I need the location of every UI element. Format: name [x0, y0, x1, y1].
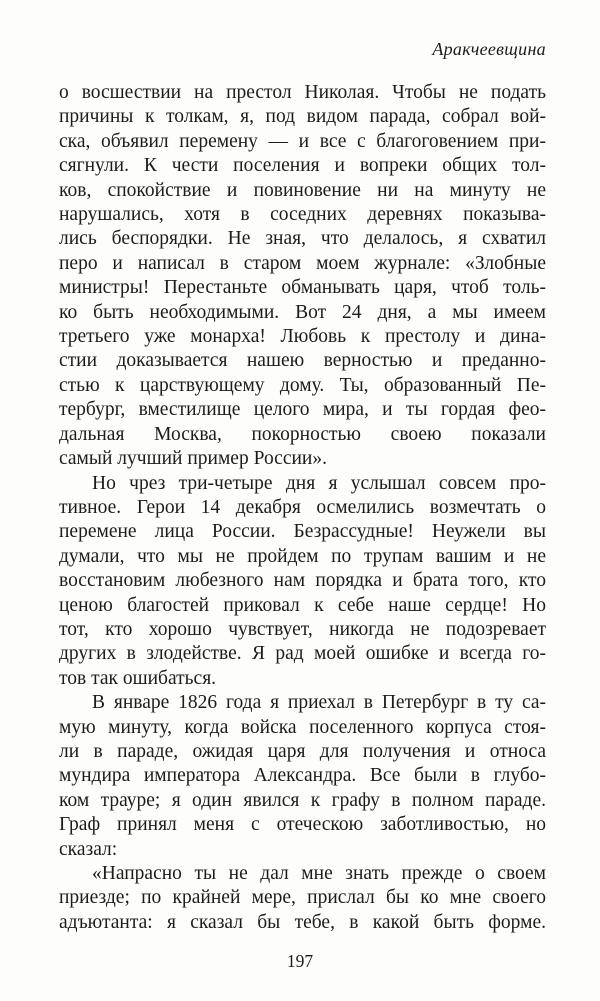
text-line: тивное. Герои 14 декабря осмелились возмечтать о [59, 496, 546, 518]
text-line: В январе 1826 года я приехал в Петербург в ту са- [92, 692, 546, 714]
text-line: стии доказывается нашею верностью и преданно- [59, 350, 546, 372]
text-line: третьего уже монарха! Любовь к престолу и дина- [59, 326, 546, 348]
running-title: Аракчеевщина [432, 39, 546, 59]
text-line: о восшествии на престол Николая. Чтобы не подать [59, 82, 546, 103]
text-line: ли в параде, ожидая царя для получения и относа [59, 740, 546, 762]
text-line: сягнули. К чести поселения и вопреки общих тол- [59, 155, 546, 177]
text-line: других в злодействе. Я рад моей ошибке и всегда го- [59, 643, 546, 665]
text-line: приезде; по крайней мере, прислал бы ко мне своего [59, 887, 546, 909]
text-line: тов так ошибаться. [59, 667, 217, 689]
text-line: причины к толкам, я, под видом парада, собрал вой- [59, 106, 546, 128]
text-line: ков, спокойствие и повиновение ни на минуту не [59, 179, 546, 201]
paragraph [59, 862, 546, 935]
text-line: нарушались, хотя в соседних деревнях показыва- [59, 204, 546, 226]
text-line: сказал: [59, 838, 118, 860]
paragraph [59, 472, 546, 692]
text-line: Но чрез три-четыре дня я услышал совсем про- [92, 472, 546, 494]
text-line: министры! Перестаньте обманывать царя, чтоб толь- [59, 277, 546, 299]
page-number: 197 [286, 951, 314, 971]
text-line: восстановим любезного нам порядка и брата того, кто [59, 570, 546, 592]
text-line: мундира императора Александра. Все были в глубо- [59, 765, 546, 787]
text-line: лись беспорядки. Не зная, что делалось, я схватил [59, 228, 546, 250]
text-line: адъютанта: я сказал бы тебе, в какой быть форме. [59, 911, 546, 933]
text-line: тот, кто хорошо чувствует, никогда не подозревает [59, 618, 546, 640]
paragraph [59, 691, 546, 862]
text-line: ценою благостей приковал к себе наше сердце! Но [59, 594, 546, 616]
text-line: ком трауре; я один явился к графу в полном параде. [59, 789, 546, 811]
page-text [59, 81, 546, 935]
text-line: стью к царствующему дому. Ты, образованный Пе- [59, 374, 546, 396]
text-line: тербург, вместилище целого мира, и ты гордая фео- [59, 399, 546, 421]
text-line: ска, объявил перемену — и все с благоговением при- [59, 130, 546, 152]
text-line: думали, что мы не пройдем по трупам вашим и не [59, 545, 546, 567]
text-line: перо и написал в старом моем журнале: «Злобные [59, 252, 546, 274]
text-line: мую минуту, когда войска поселенного корпуса стоя- [59, 716, 546, 738]
text-line: дальная Москва, покорностью своею показали [59, 423, 546, 445]
text-line: самый лучший пример России». [59, 448, 327, 470]
text-line: «Напрасно ты не дал мне знать прежде о своем [92, 863, 546, 884]
text-line: ко быть необходимыми. Вот 24 дня, а мы имеем [59, 301, 546, 323]
paragraph [59, 81, 546, 472]
text-line: Граф принял меня с отеческою заботливостью, но [59, 814, 546, 836]
text-line: перемене лица России. Безрассудные! Неужели вы [59, 521, 546, 543]
